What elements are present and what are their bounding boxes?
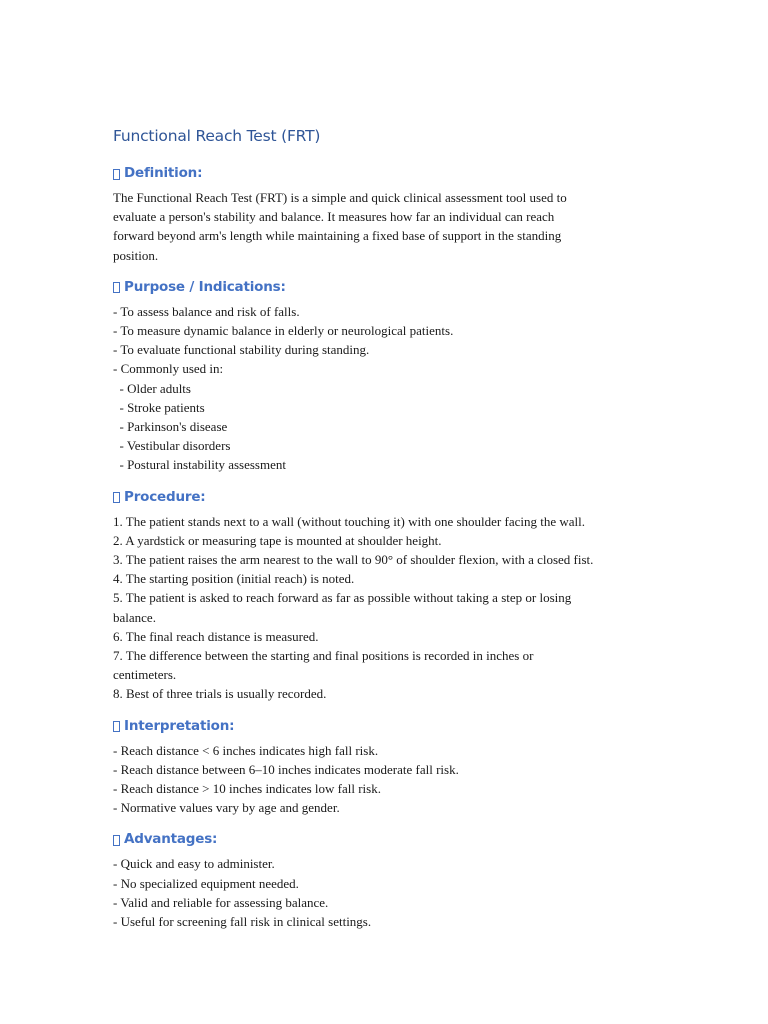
missing-glyph-icon [113, 169, 120, 180]
list-item: 7. The difference between the starting and final positions is recorded in inches or [113, 648, 534, 664]
section-heading-interpretation [113, 717, 668, 736]
section-procedure [113, 488, 668, 704]
list-item: - No specialized equipment needed. [113, 875, 299, 891]
list-item: - Parkinson's disease [113, 419, 228, 435]
list-item: - Vestibular disorders [113, 438, 231, 454]
section-heading-text: Definition: [124, 165, 203, 181]
section-heading-procedure [113, 488, 668, 507]
list-item: - Reach distance > 10 inches indicates low fall risk. [113, 781, 381, 797]
list-item: - Commonly used in: [113, 361, 224, 377]
list-item: 8. Best of three trials is usually recorded. [113, 686, 327, 702]
section-heading-text: Purpose / Indications: [124, 278, 286, 295]
list-item: balance. [113, 609, 156, 625]
list-item: 4. The starting position (initial reach) is noted. [113, 571, 355, 587]
definition-text [113, 188, 668, 265]
advantages-list [113, 854, 668, 931]
interpretation-list [113, 741, 668, 818]
list-item: - Postural instability assessment [113, 457, 286, 473]
list-item: centimeters. [113, 667, 177, 683]
section-heading-text: Procedure: [124, 488, 206, 505]
missing-glyph-icon [113, 835, 120, 846]
list-item: 2. A yardstick or measuring tape is mounted at shoulder height. [113, 532, 442, 548]
purpose-list [113, 302, 668, 475]
list-item: - To evaluate functional stability during standing. [113, 342, 370, 358]
list-item: - Reach distance between 6–10 inches indicates moderate fall risk. [113, 761, 459, 777]
text-line: The Functional Reach Test (FRT) is a simple and quick clinical assessment tool used to [113, 190, 567, 205]
section-heading-purpose [113, 278, 668, 297]
missing-glyph-icon [113, 282, 120, 293]
text-line: position. [113, 247, 159, 263]
text-line: forward beyond arm's length while maintaining a fixed base of support in the standing [113, 228, 562, 244]
section-interpretation [113, 717, 668, 818]
list-item: - To assess balance and risk of falls. [113, 303, 300, 319]
section-heading-definition [113, 164, 668, 183]
section-heading-text: Interpretation: [124, 717, 235, 734]
list-item: - Reach distance < 6 inches indicates high fall risk. [113, 742, 379, 758]
list-item: - Useful for screening fall risk in clinical settings. [113, 914, 372, 930]
list-item: 3. The patient raises the arm nearest to the wall to 90° of shoulder flexion, with a closed fist. [113, 552, 594, 568]
document-title: Functional Reach Test (FRT) [113, 127, 321, 145]
section-definition [113, 164, 668, 265]
procedure-list [113, 512, 668, 704]
list-item: - Older adults [113, 380, 191, 396]
list-item: - To measure dynamic balance in elderly or neurological patients. [113, 323, 454, 339]
section-advantages [113, 830, 668, 931]
list-item: - Normative values vary by age and gender. [113, 800, 340, 816]
section-purpose [113, 278, 668, 475]
list-item: 5. The patient is asked to reach forward as far as possible without taking a step or losing [113, 590, 572, 606]
list-item: - Stroke patients [113, 399, 205, 415]
missing-glyph-icon [113, 492, 120, 503]
list-item: - Valid and reliable for assessing balance. [113, 894, 329, 910]
list-item: - Quick and easy to administer. [113, 856, 275, 872]
text-line: evaluate a person's stability and balance. It measures how far an individual can reach [113, 209, 555, 225]
list-item: 1. The patient stands next to a wall (without touching it) with one shoulder facing the wall. [113, 513, 585, 529]
list-item: 6. The final reach distance is measured. [113, 628, 319, 644]
section-heading-text: Advantages: [124, 831, 218, 848]
section-heading-advantages [113, 830, 668, 849]
missing-glyph-icon [113, 721, 120, 732]
